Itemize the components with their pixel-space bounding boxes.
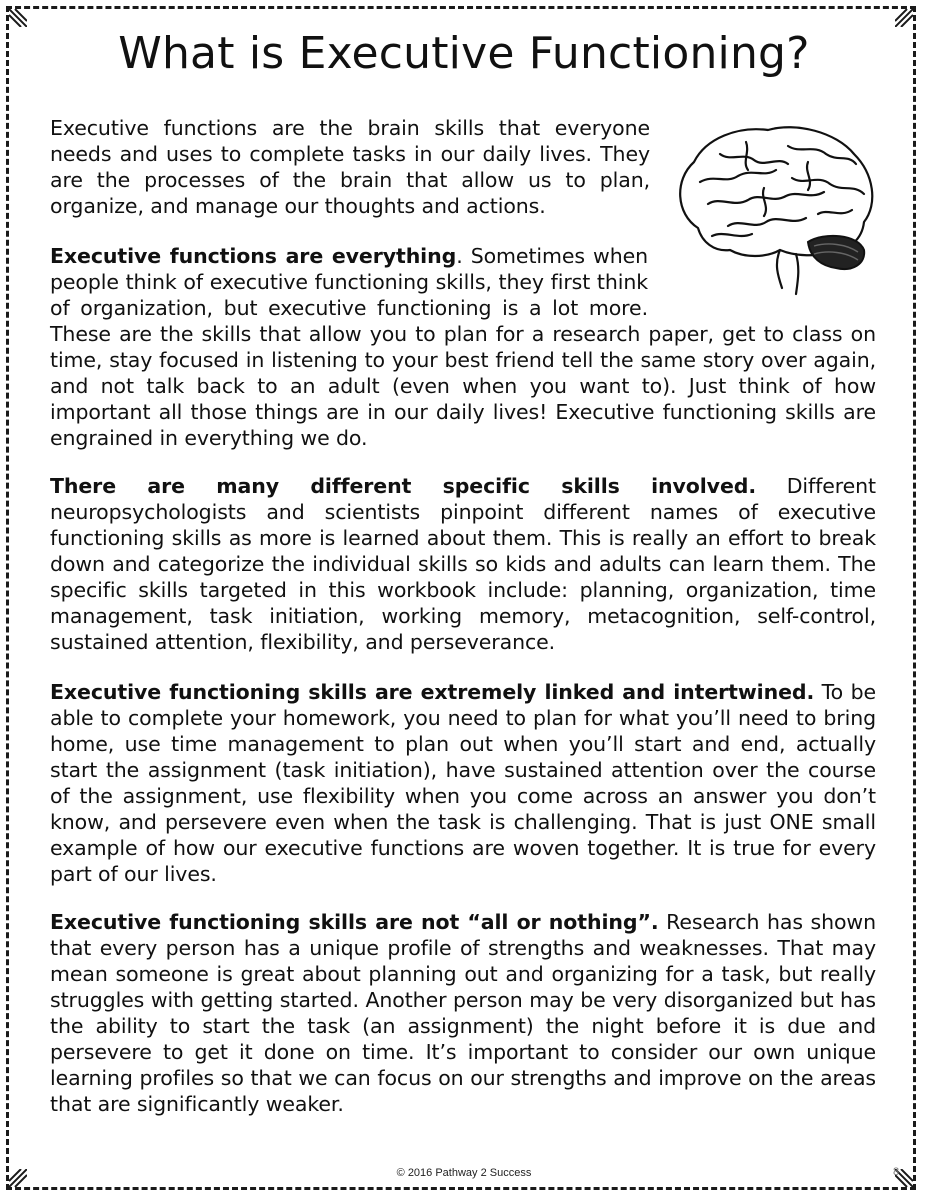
paragraph-text: Research has shown that every person has a unique profile of strengths and weaknesses. That may mean someone is great about planning out and organizing for a task, but really struggles with getting started. Another person may be very disorganized but has the ability to start the task (an assignment) the night before it is due and persevere to get it done on time. It’s important to consider our own unique learning profiles so that we can focus on our strengths and improve on the areas that are significantly weaker. bbox=[50, 910, 876, 1116]
paragraph-lead: Executive functions are everything bbox=[50, 244, 457, 268]
paragraph-text: To be able to complete your homework, you need to plan for what you’ll need to bring home, use time management to plan out when you’ll start and end, actually start the assignment (task initiation), have sustained attention over the course of the assignment, use flexibility when you come across an answer you don’t know, and persevere even when the task is challenging. That is just ONE small example of how our executive functions are woven together. It is true for every part of our lives. bbox=[50, 680, 876, 886]
page-number: 8 bbox=[893, 1166, 900, 1178]
paragraph-text: . Sometimes when people think of executive functioning skills, they first think of organization, but executive functioning is a lot more. These are the skills that allow you to plan for a research paper, get to class on time, stay focused in listening to your best friend tell the same story over again, and not talk back to an adult (even when you want to). Just think of how important all those things are in our daily lives! Executive functioning skills are engrained in everything we do. bbox=[50, 244, 876, 450]
page-title: What is Executive Functioning? bbox=[118, 28, 810, 79]
paragraph-not-all-or-nothing bbox=[50, 909, 876, 1117]
paragraph-text: Executive functions are the brain skills that everyone needs and uses to complete tasks in our daily lives. They are the processes of the brain that allow us to plan, organize, and manage our thoughts and actions. bbox=[50, 116, 650, 218]
paragraph-everything bbox=[50, 243, 876, 451]
paragraph-skills bbox=[50, 473, 876, 655]
paragraph-lead: There are many different specific skills involved. bbox=[50, 474, 757, 498]
paragraph-lead: Executive functioning skills are not “all or nothing”. bbox=[50, 910, 659, 934]
paragraph-intro bbox=[50, 115, 650, 219]
text-wrap-spacer bbox=[648, 243, 876, 321]
paragraph-text: Different neuropsychologists and scientists pinpoint different names of executive functioning skills as more is learned about them. This is really an effort to break down and categorize the individual skills so kids and adults can learn them. The specific skills targeted in this workbook include: planning, organization, time management, task initiation, working memory, metacognition, self-control, sustained attention, flexibility, and perseverance. bbox=[50, 474, 876, 654]
copyright-footer: © 2016 Pathway 2 Success bbox=[396, 1167, 532, 1179]
corner-ornament bbox=[895, 9, 913, 27]
corner-ornament bbox=[9, 9, 27, 27]
paragraph-lead: Executive functioning skills are extremely linked and intertwined. bbox=[50, 680, 815, 704]
paragraph-linked bbox=[50, 679, 876, 887]
